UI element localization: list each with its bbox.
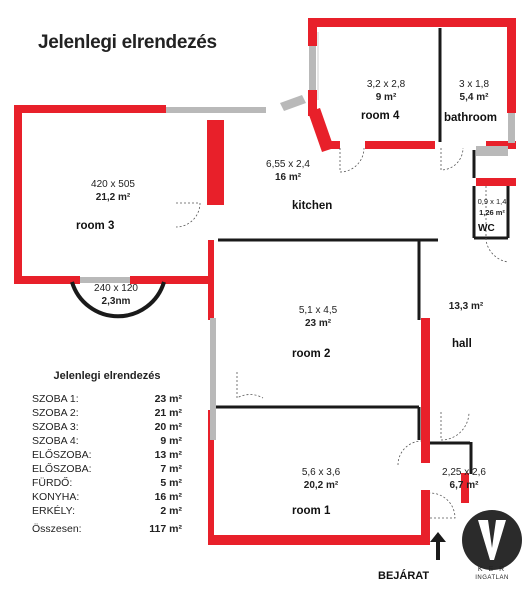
room3-area: 21,2 m² [95, 192, 131, 203]
legend-total-label: Összesen: [32, 523, 82, 535]
bathroom-label [448, 78, 500, 104]
legend-total-value: 117 m² [149, 523, 182, 535]
entrance-arrow [430, 532, 446, 560]
legend-row-label: ERKÉLY: [32, 505, 75, 517]
legend-row-label: SZOBA 4: [32, 435, 79, 447]
legend-row [32, 490, 182, 504]
legend-row [32, 476, 182, 490]
kitchen-name: kitchen [292, 200, 333, 212]
legend-row-value: 7 m² [160, 463, 182, 475]
legend-row [32, 504, 182, 518]
wc-area: 1,26 m² [479, 208, 505, 217]
room2-area: 23 m² [304, 318, 332, 329]
page-title: Jelenlegi elrendezés [38, 32, 217, 53]
room4-area: 9 m² [375, 92, 397, 103]
legend-row-value: 5 m² [160, 477, 182, 489]
wc-label [476, 196, 508, 218]
legend-row [32, 406, 182, 420]
legend-row-value: 9 m² [160, 435, 182, 447]
legend-row-label: KONYHA: [32, 491, 80, 503]
legend-row [32, 420, 182, 434]
room1-dims: 5,6 x 3,6 [301, 467, 341, 478]
logo-sub: INGATLAN [475, 575, 509, 581]
balcony-area: 2,3nm [101, 296, 131, 307]
logo-letters: K E R [477, 566, 507, 573]
door-swings [176, 148, 508, 518]
hall-name: hall [452, 338, 472, 350]
room2-name: room 2 [292, 348, 331, 360]
room2-label [288, 304, 348, 330]
room3-label [78, 178, 148, 204]
legend-row [32, 434, 182, 448]
legend-row-value: 2 m² [160, 505, 182, 517]
logo-text [464, 566, 520, 582]
room1-area: 20,2 m² [303, 480, 339, 491]
balcony-label [84, 282, 148, 308]
room4-label [356, 78, 416, 104]
entrance-label: BEJÁRAT [378, 570, 430, 582]
legend-row-value: 13 m² [154, 449, 182, 461]
bathroom-area: 5,4 m² [459, 92, 489, 103]
room1-label [288, 466, 354, 492]
kitchen-label [258, 158, 318, 184]
legend-heading: Jelenlegi elrendezés [53, 370, 161, 382]
legend-row-label: SZOBA 1: [32, 393, 79, 405]
room3-dims: 420 x 505 [91, 179, 135, 190]
kitchen-area: 16 m² [274, 172, 302, 183]
hall-label [438, 300, 494, 313]
legend-row [32, 448, 182, 462]
entry-dims: 2,25 x 2,6 [442, 467, 486, 478]
legend-row-value: 23 m² [154, 393, 182, 405]
legend-row-label: SZOBA 2: [32, 407, 79, 419]
wc-name: WC [478, 223, 495, 234]
room4-dims: 3,2 x 2,8 [366, 79, 406, 90]
room3-name: room 3 [76, 220, 115, 232]
legend-row-label: FÜRDŐ: [32, 477, 73, 489]
room4-name: room 4 [361, 110, 400, 122]
entry-area: 6,7 m² [449, 480, 479, 491]
balcony-dims: 240 x 120 [94, 283, 138, 294]
legend-row-label: SZOBA 3: [32, 421, 79, 433]
bathroom-dims: 3 x 1,8 [458, 79, 490, 90]
logo-mark [462, 510, 522, 570]
legend-row [32, 392, 182, 406]
room1-name: room 1 [292, 505, 331, 517]
legend-row-label: ELŐSZOBA: [32, 449, 92, 461]
area-legend [32, 370, 182, 536]
wc-dims: 0,9 x 1,4 [477, 197, 507, 206]
room2-dims: 5,1 x 4,5 [298, 305, 338, 316]
bathroom-name: bathroom [444, 112, 498, 124]
legend-total [32, 522, 182, 536]
legend-row-value: 21 m² [154, 407, 182, 419]
entry-label [428, 466, 500, 492]
legend-row-value: 20 m² [154, 421, 182, 433]
hall-area: 13,3 m² [448, 301, 484, 312]
legend-row-value: 16 m² [154, 491, 182, 503]
legend-row-label: ELŐSZOBA: [32, 463, 92, 475]
kitchen-dims: 6,55 x 2,4 [266, 159, 310, 170]
legend-row [32, 462, 182, 476]
